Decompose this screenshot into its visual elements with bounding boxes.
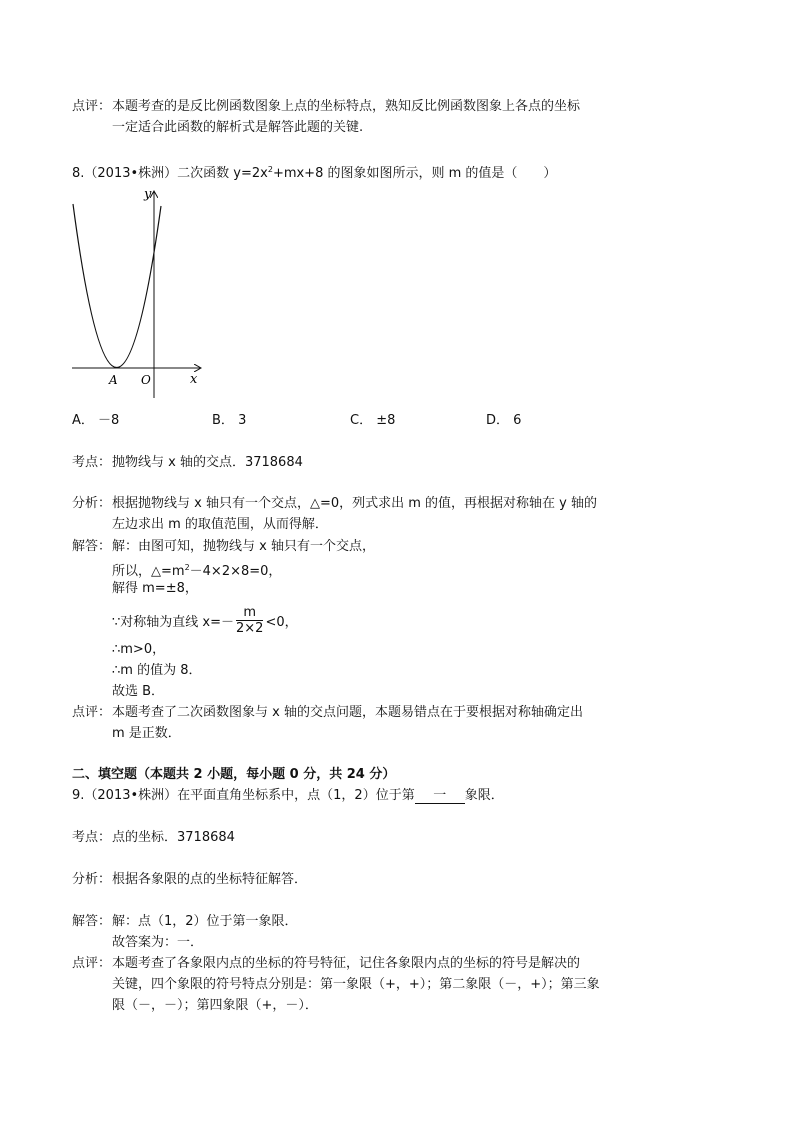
review-label: 点评： [72, 99, 112, 114]
jieda-line: 所以，$\triangle=m^2-4\times 2\times 8=0$， [112, 563, 282, 579]
origin-label: O [141, 373, 151, 387]
jieda-line: ∴m>0， [112, 642, 166, 657]
fenxi-text: 左边求出 m 的取值范围，从而得解． [112, 517, 328, 532]
kaodian-text: 抛物线与 x 轴的交点．3718684 [112, 455, 303, 470]
parabola-curve [73, 204, 161, 368]
x-axis-label: x [190, 372, 198, 387]
parabola-graph [68, 186, 208, 401]
jieda-line: ∴m 的值为 8． [112, 663, 202, 678]
jieda-line: ∵对称轴为直线 x=－ $\frac{m}{2\times 2}$ <0， [112, 605, 298, 636]
jieda-line: 故选 B． [112, 684, 165, 699]
review-line: 一定适合此函数的解析式是解答此题的关键. [112, 120, 364, 135]
option-a: A． －8 [72, 413, 120, 428]
dianping-line: 关键，四个象限的符号特点分别是：第一象限（+，+）；第二象限（－，+）；第三象 [112, 977, 600, 992]
dianping-line: 本题考查了各象限内点的坐标的符号特征，记住各象限内点的坐标的符号是解决的 [112, 956, 581, 971]
fenxi-label: 分析： [72, 496, 112, 511]
kaodian-text: 点的坐标．3718684 [112, 830, 235, 845]
kaodian-label: 考点： [72, 830, 112, 845]
jieda-line: 解得 m=±8， [112, 581, 198, 596]
jieda-line: 故答案为：一． [112, 935, 204, 950]
jieda-line: 解：由图可知，抛物线与 x 轴只有一个交点， [112, 539, 375, 554]
option-d: D． 6 [486, 413, 522, 428]
question-8-title: 8.（2013•株洲）二次函数 $y=2x^2+mx+8$ 的图象如图所示，则 m 的值是（ ） [72, 165, 557, 181]
dianping-label: 点评： [72, 956, 112, 971]
question-9-title: 9.（2013•株洲）在平面直角坐标系中，点（1，2）位于第 一 象限． [72, 788, 504, 803]
section-heading: 二、填空题（本题共 2 小题，每小题 0 分，共 24 分） [72, 767, 396, 782]
dianping-line: 限（－，－）；第四象限（+，－）． [112, 998, 318, 1013]
jieda-label: 解答： [72, 914, 112, 929]
y-axis-label: y [144, 187, 152, 202]
fraction: $\frac{m}{2\times 2}$ [236, 605, 264, 636]
jieda-label: 解答： [72, 539, 112, 554]
dianping-line: 本题考查了二次函数图象与 x 轴的交点问题，本题易错点在于要根据对称轴确定出 [112, 705, 583, 720]
fenxi-label: 分析： [72, 872, 112, 887]
fenxi-text: 根据各象限的点的坐标特征解答． [112, 872, 308, 887]
answer-blank: 一 [415, 789, 465, 804]
option-c: C． ±8 [350, 413, 396, 428]
jieda-line: 解：点（1，2）位于第一象限． [112, 914, 298, 929]
point-a-label: A [109, 373, 118, 387]
kaodian-label: 考点： [72, 455, 112, 470]
review-line: 本题考查的是反比例函数图象上点的坐标特点，熟知反比例函数图象上各点的坐标 [112, 99, 581, 114]
dianping-line: m 是正数． [112, 726, 181, 741]
dianping-label: 点评： [72, 705, 112, 720]
option-b: B． 3 [212, 413, 247, 428]
fenxi-text: 根据抛物线与 x 轴只有一个交点，△=0，列式求出 m 的值，再根据对称轴在 y 轴的 [112, 496, 598, 511]
